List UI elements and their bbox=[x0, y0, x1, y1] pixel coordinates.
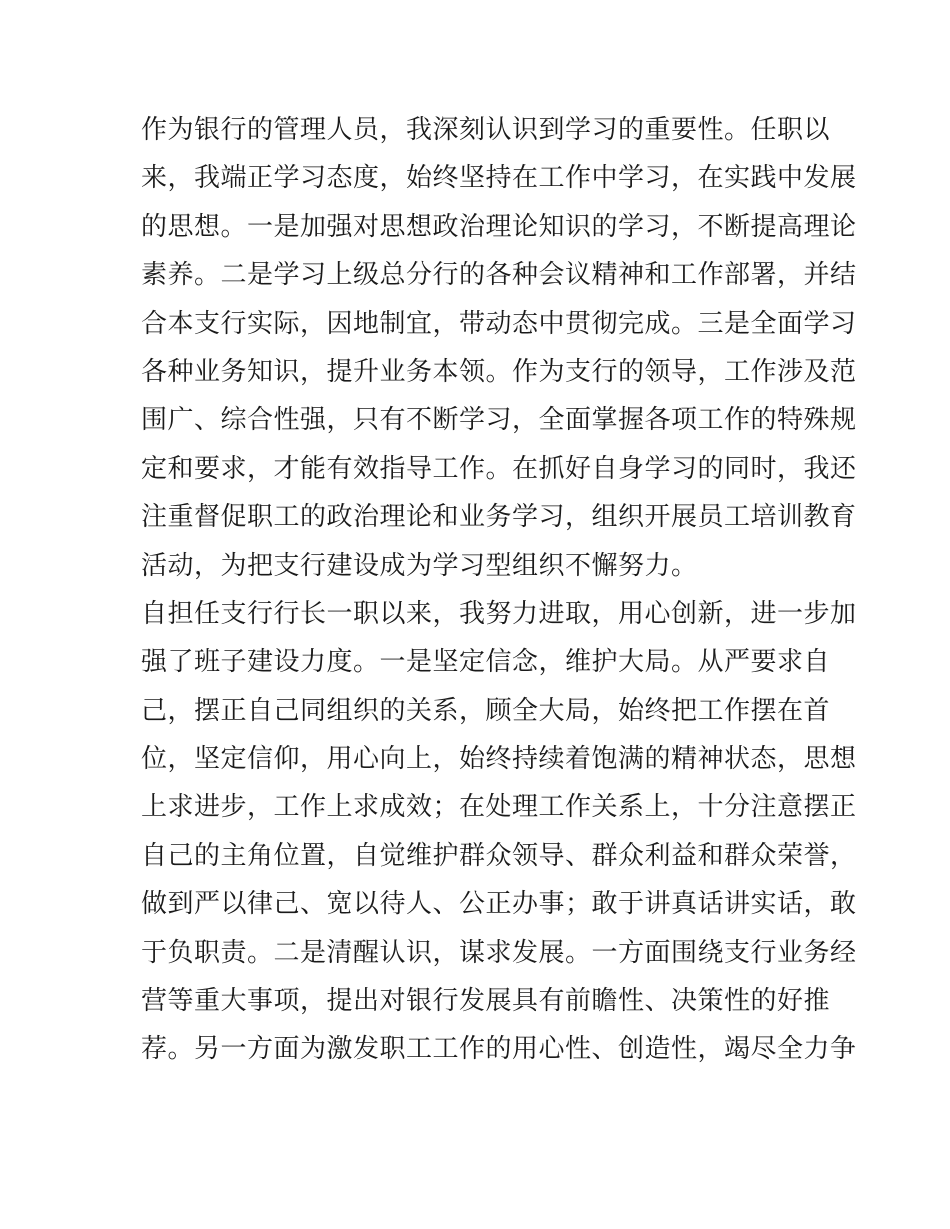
text-line: 营等重大事项，提出对银行发展具有前瞻性、决策性的好推 bbox=[141, 986, 831, 1017]
text-line: 作为银行的管理人员，我深刻认识到学习的重要性。任职以 bbox=[141, 115, 831, 145]
text-line: 自担任支行行长一职以来，我努力进取，用心创新，进一步加 bbox=[141, 598, 857, 629]
text-line: 围广、综合性强，只有不断学习，全面掌握各项工作的特殊规 bbox=[141, 405, 857, 436]
text-line: 合本支行实际，因地制宜，带动态中贯彻完成。三是全面学习 bbox=[141, 308, 857, 339]
text-line: 定和要求，才能有效指导工作。在抓好自身学习的同时，我还 bbox=[141, 453, 857, 484]
paragraph-2 bbox=[141, 590, 857, 1074]
text-line: 己，摆正自己同组织的关系，顾全大局，始终把工作摆在首 bbox=[141, 695, 831, 726]
text-line: 荐。另一方面为激发职工工作的用心性、创造性，竭尽全力争 bbox=[141, 1034, 857, 1065]
text-line: 各种业务知识，提升业务本领。作为支行的领导，工作涉及范 bbox=[141, 356, 857, 387]
text-line: 的思想。一是加强对思想政治理论知识的学习，不断提高理论 bbox=[141, 211, 857, 242]
paragraph-1 bbox=[141, 106, 857, 590]
text-line: 做到严以律己、宽以待人、公正办事；敢于讲真话讲实话，敢 bbox=[141, 889, 857, 920]
text-line: 上求进步，工作上求成效；在处理工作关系上，十分注意摆正 bbox=[141, 792, 857, 823]
text-line: 位，坚定信仰，用心向上，始终持续着饱满的精神状态，思想 bbox=[141, 744, 857, 775]
text-line: 注重督促职工的政治理论和业务学习，组织开展员工培训教育 bbox=[141, 502, 857, 533]
text-line: 于负职责。二是清醒认识，谋求发展。一方面围绕支行业务经 bbox=[141, 937, 857, 968]
document-body bbox=[141, 106, 857, 1074]
text-line: 素养。二是学习上级总分行的各种会议精神和工作部署，并结 bbox=[141, 260, 857, 291]
text-line: 来，我端正学习态度，始终坚持在工作中学习，在实践中发展 bbox=[141, 163, 857, 194]
text-line: 自己的主角位置，自觉维护群众领导、群众利益和群众荣誉， bbox=[141, 840, 857, 871]
text-line: 强了班子建设力度。一是坚定信念，维护大局。从严要求自 bbox=[141, 647, 831, 678]
text-line: 活动，为把支行建设成为学习型组织不懈努力。 bbox=[141, 550, 698, 581]
